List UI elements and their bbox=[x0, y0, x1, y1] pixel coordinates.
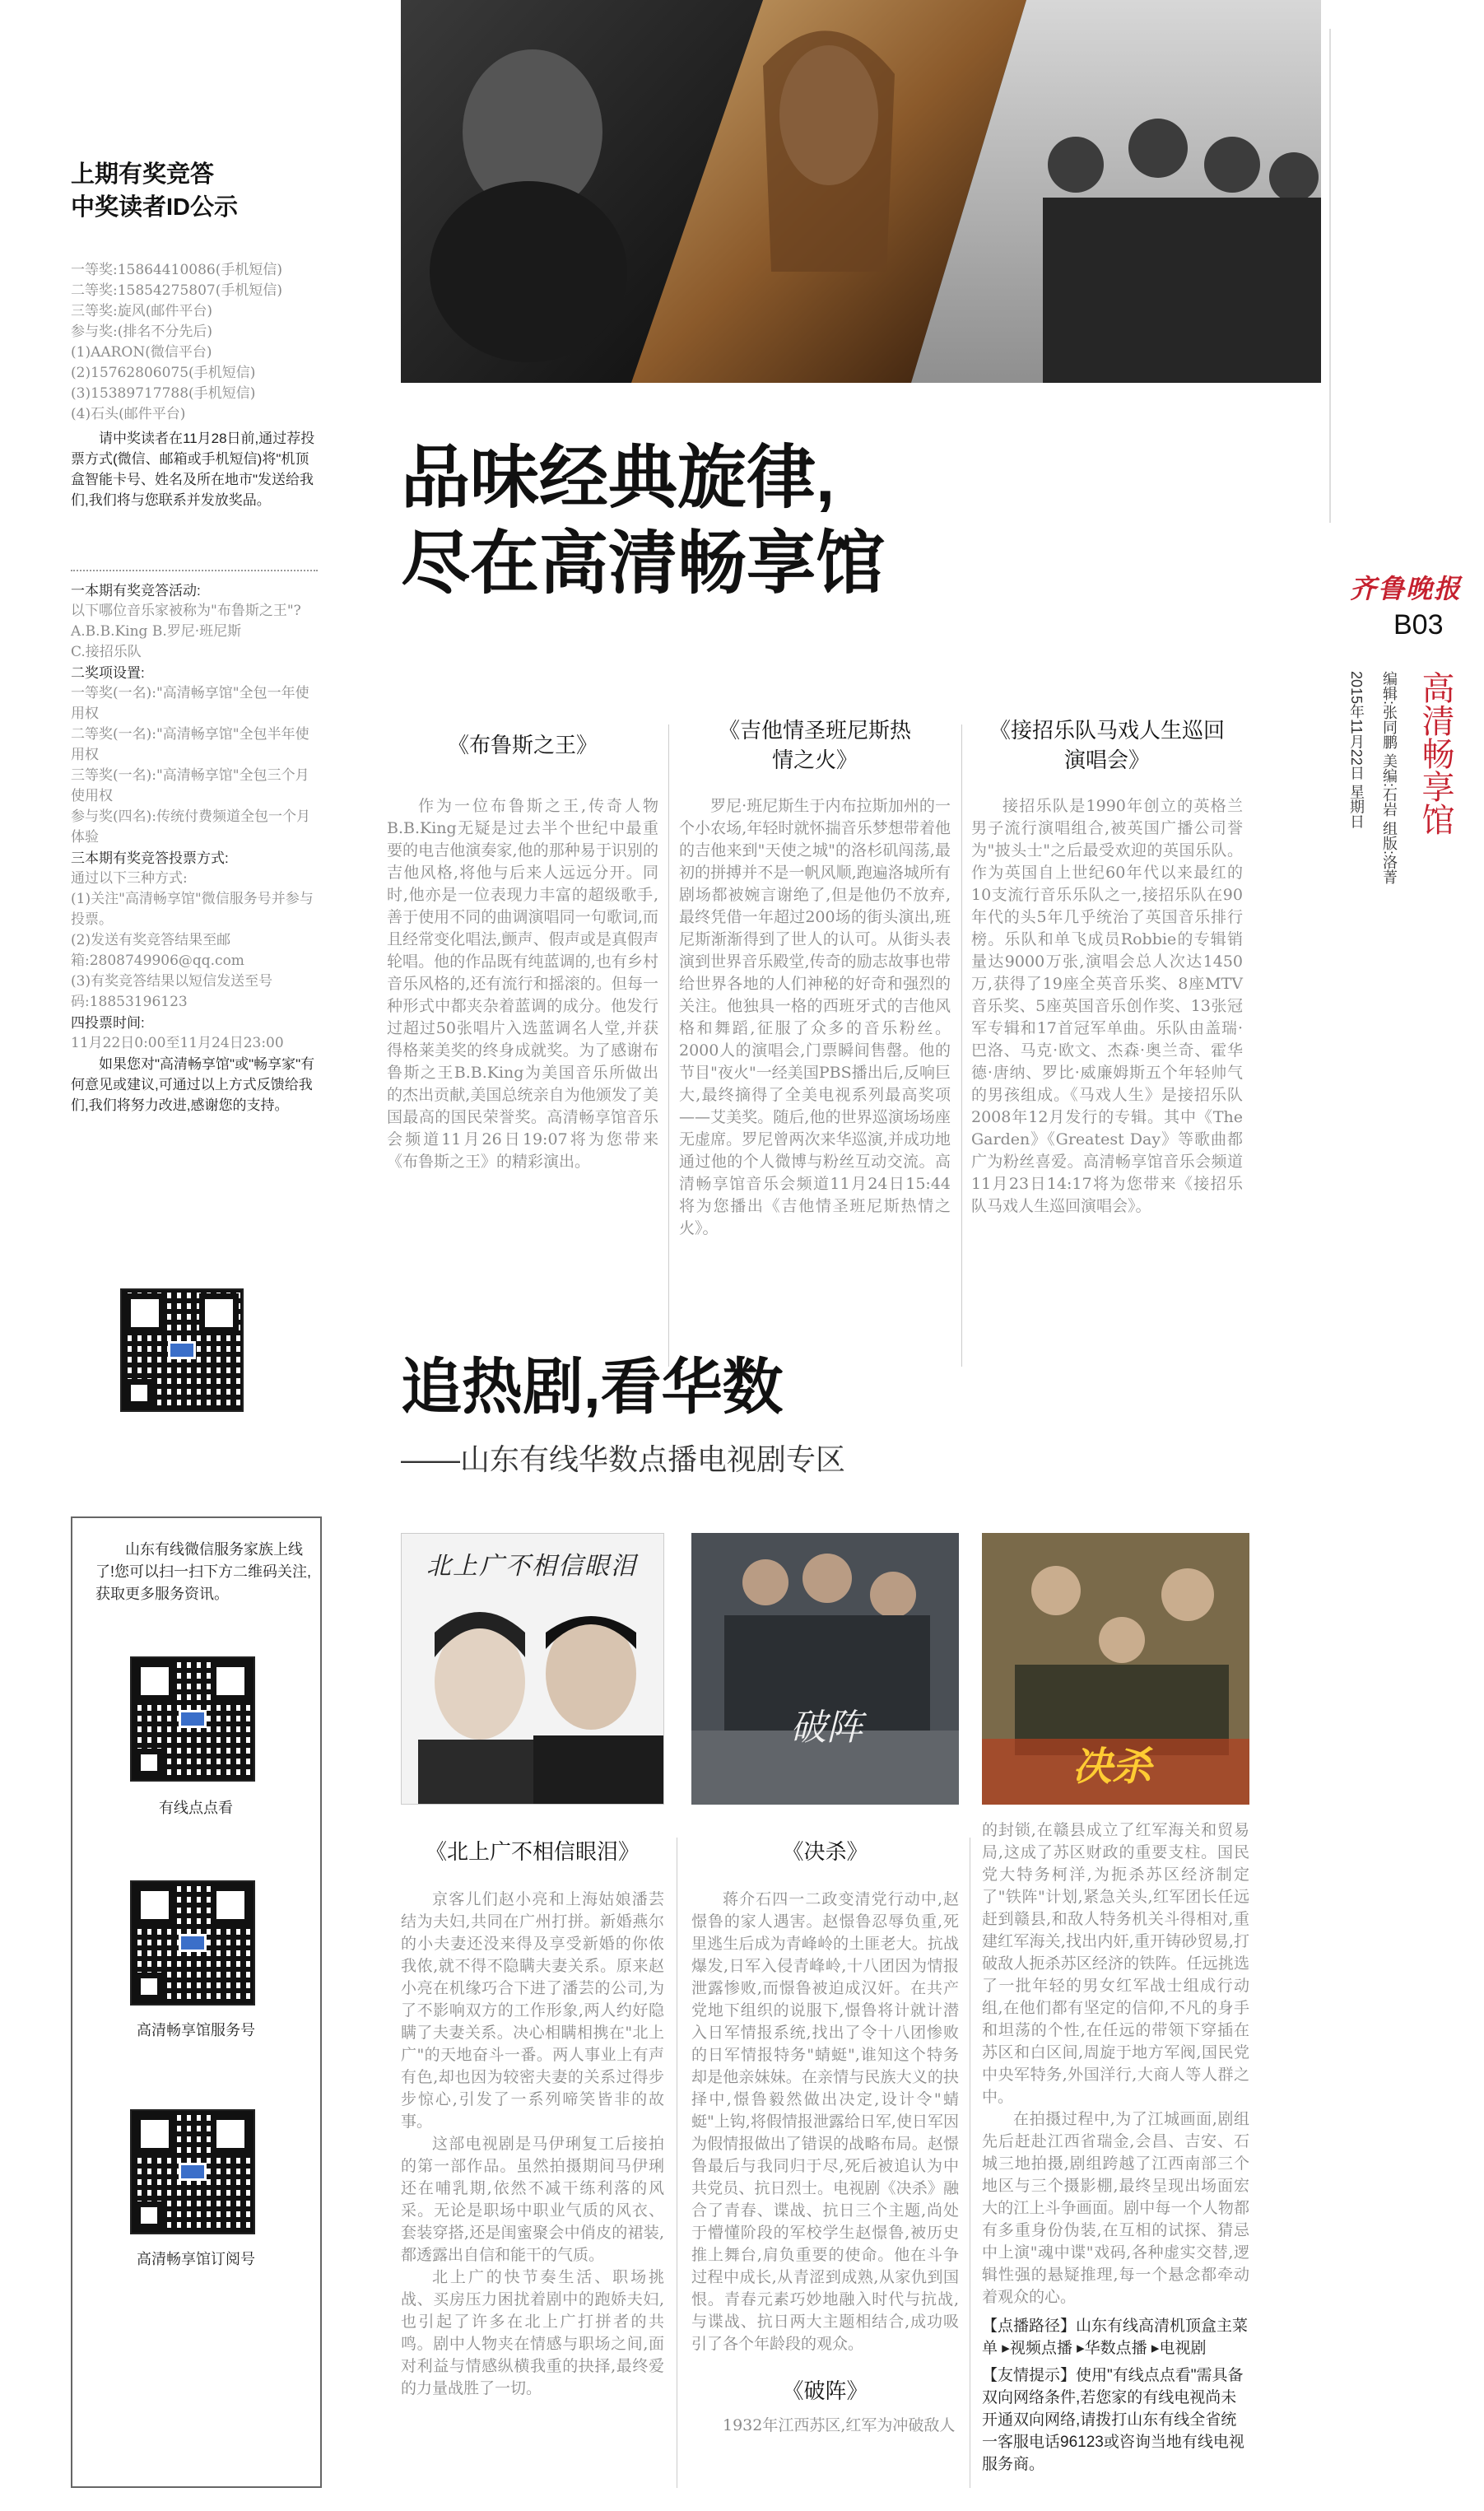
winner-item: 参与奖:(排名不分先后) bbox=[71, 324, 212, 340]
viewing-path-label: 【点播路径】 bbox=[982, 2318, 1077, 2335]
music-article-2 bbox=[679, 716, 951, 1240]
vote-line: (1)关注"高清畅享馆"微信服务号并参与投票。 bbox=[71, 891, 314, 928]
viewing-path-text: 山东有线高清机顶盒主菜单 ▸视频点播 ▸华数点播 ▸电视剧 bbox=[982, 2318, 1249, 2357]
qr-label: 高清畅享馆订阅号 bbox=[137, 2251, 255, 2267]
poster-title: 决杀 bbox=[1072, 1744, 1152, 1790]
time-title: 四投票时间: bbox=[71, 1015, 145, 1031]
article-body: 北上广的快节奏生活、职场挑战、买房压力困扰着剧中的跑娇夫妇,也引起了许多在北上广打拼者的共鸣。剧中人物夹在情感与职场之间,面对利益与情感纵横我重的抉择,最终爱的力量战胜了一切。 bbox=[401, 2268, 664, 2397]
article-body: 在拍摄过程中,为了江城画面,剧组先后赶赴江西省瑞金,会昌、吉安、石城三地拍摄,剧组跨越了江西南部三个地区与三个摄影棚,最终呈现出场面宏大的江上斗争画面。剧中每一个人物都有多重身份伪装,在互相的试探、猜忌中上演"魂中谍"戏码,各种虚实交替,逻辑性强的悬疑推理,每一个悬念都牵动着观众的心。 bbox=[982, 2110, 1249, 2306]
column-rule bbox=[961, 724, 962, 1367]
editors-credit: 编辑:张同鹏 美编:石岩 组版:洛菁 bbox=[1381, 671, 1398, 885]
winner-item: (3)15389717788(手机短信) bbox=[71, 385, 256, 402]
qr-label: 有线点点看 bbox=[159, 1800, 233, 1816]
sidebar-heading-line1: 上期有奖竞答 bbox=[71, 161, 215, 188]
time-line: 11月22日0:00至11月24日23:00 bbox=[71, 1035, 284, 1051]
friendly-tip-label: 【友情提示】 bbox=[982, 2367, 1077, 2384]
article-title: 《决杀》 bbox=[782, 1840, 868, 1865]
article-title: 《接招乐队马戏人生巡回演唱会》 bbox=[989, 719, 1225, 773]
winner-list bbox=[71, 260, 318, 425]
qr-label: 高清畅享馆服务号 bbox=[137, 2022, 255, 2038]
drama-article-col2 bbox=[691, 1838, 959, 2437]
masthead-rule bbox=[1329, 29, 1331, 523]
winner-item: 二等奖:15854275807(手机短信) bbox=[71, 282, 282, 299]
article-title: 《吉他情圣班尼斯热情之火》 bbox=[718, 719, 911, 773]
winner-item: 一等奖:15864410086(手机短信) bbox=[71, 262, 282, 278]
sidebar-divider bbox=[71, 570, 318, 571]
sidebar bbox=[71, 0, 324, 2511]
article-body: 京客儿们赵小亮和上海姑娘潘芸结为夫妇,共同在广州打拼。新婚燕尔的小夫妻还没来得及享受新婚的你侬我侬,就不得不隐瞒夫妻关系。原来赵小亮在机缘巧合下进了潘芸的公司,为了不影响双方的工作形象,两人约好隐瞒了夫妻关系。决心相瞒相携在"北上广"的天地奋斗一番。两人事业上有声有色,却也因为较密夫妻的关系过得步步惊心,引发了一系列啼笑皆非的故事。 bbox=[401, 1890, 664, 2131]
drama-headline: 追热剧,看华数 bbox=[401, 1353, 784, 1421]
drama-article-col3 bbox=[982, 1819, 1249, 2476]
music-headline bbox=[401, 435, 1306, 606]
article-title: 《北上广不相信眼泪》 bbox=[425, 1840, 640, 1865]
poster-title: 北上广不相信眼泪 bbox=[426, 1552, 637, 1581]
vote-line: (3)有奖竞答结果以短信发送至号码:18853196123 bbox=[71, 973, 273, 1010]
vote-title: 三本期有奖竞答投票方式: bbox=[71, 850, 229, 866]
winner-notice: 请中奖读者在11月28日前,通过荐投票方式(微信、邮箱或手机短信)将"机顶盒智能卡号、姓名及所在地市"发送给我们,我们将与您联系并发放奖品。 bbox=[71, 431, 315, 508]
article-body: 的封锁,在赣县成立了红军海关和贸易局,这成了苏区财政的重要支柱。国民党大特务柯洋,为扼杀苏区经济制定了"铁阵"计划,紧急关头,红军团长任远赶到赣县,和敌人特务机关斗得相对,重建红军海关,找出内奸,重开铸砂贸易,打破敌人扼杀苏区经济的铁阵。任远挑选了一批年轻的男女红军战士组成行动组,在他们都有坚定的信仰,不凡的身手和坦荡的个性,在任远的带领下穿插在苏区和白区间,周旋于地方军阀,国民党中央军特务,外国洋行,大商人等人群之中。 bbox=[982, 1821, 1249, 2106]
qr-code-icon[interactable] bbox=[130, 2109, 255, 2234]
article-body: 这部电视剧是马伊琍复工后接拍的第一部作品。虽然拍摄期间马伊琍还在哺乳期,依然不减干练利落的风采。无论是职场中职业气质的风衣、套装穿搭,还是闺蜜聚会中俏皮的裙装,都透露出自信和能干的气质。 bbox=[401, 2135, 664, 2264]
article-title: 《布鲁斯之王》 bbox=[447, 734, 598, 758]
music-headline-line1: 品味经典旋律, bbox=[401, 439, 835, 516]
qr-code-icon[interactable] bbox=[120, 1288, 244, 1412]
winner-item: (1)AARON(微信平台) bbox=[71, 344, 212, 361]
music-headline-line2: 尽在高清畅享馆 bbox=[401, 524, 886, 602]
drama-poster-3[interactable] bbox=[982, 1533, 1249, 1805]
article-body: 接招乐队是1990年创立的英格兰男子流行演唱组合,被英国广播公司誉为"披头士"之后最受欢迎的英国乐队。作为英国自上世纪60年代以来最红的10支流行音乐乐队之一,接招乐队在90年代的头5年几乎统治了英国音乐排行榜。乐队和单飞成员Robbie的专辑销量达9000万张,演唱会总人次达1450万,获得了19座全英音乐奖、8座MTV音乐奖、5座英国音乐创作奖、13张冠军专辑和17首冠军单曲。乐队由盖瑞·巴洛、马克·欧文、杰森·奥兰奇、霍华德·唐纳、罗比·威廉姆斯五个年轻帅气的男孩组成。《马戏人生》是接招乐队2008年12月发行的专辑。其中《The Garden》《Greatest Day》等歌曲都广为粉丝喜爱。高清畅享馆音乐会频道11月23日14:17将为您带来《接招乐队马戏人生巡回演唱会》。 bbox=[971, 797, 1243, 1215]
paper-name: 齐鲁晚报 bbox=[1350, 573, 1463, 604]
vote-line: (2)发送有奖竞答结果至邮箱:2808749906@qq.com bbox=[71, 932, 244, 969]
poster-image bbox=[402, 1583, 664, 1805]
photo-collage-image bbox=[401, 0, 1321, 383]
prize-line: 二等奖(一名):"高清畅享馆"全包半年使用权 bbox=[71, 726, 309, 763]
wechat-box-text: 山东有线微信服务家族上线了!您可以扫一扫下方二维码关注,获取更多服务资讯。 bbox=[95, 1541, 312, 1602]
sidebar-heading-line2: 中奖读者ID公示 bbox=[71, 194, 239, 221]
winner-item: (2)15762806075(手机短信) bbox=[71, 365, 256, 381]
music-article-3 bbox=[971, 716, 1243, 1218]
drama-poster-2[interactable] bbox=[691, 1533, 959, 1805]
winner-item: 三等奖:旋风(邮件平台) bbox=[71, 303, 212, 319]
wechat-box bbox=[71, 1516, 322, 2488]
section-title: 高清畅享馆 bbox=[1417, 671, 1454, 836]
prize-line: 三等奖(一名):"高清畅享馆"全包三个月使用权 bbox=[71, 767, 309, 804]
qr-code-icon[interactable] bbox=[130, 1880, 255, 2006]
music-photo-collage bbox=[401, 0, 1321, 383]
column-rule bbox=[668, 724, 669, 1367]
poster-title: 破阵 bbox=[790, 1707, 863, 1749]
prize-line: 参与奖(四名):传统付费频道全包一个月体验 bbox=[71, 808, 310, 846]
music-article-1 bbox=[387, 716, 658, 1173]
quiz-title: 一本期有奖竞答活动: bbox=[71, 583, 201, 599]
feedback-text: 如果您对"高清畅享馆"或"畅享家"有何意见或建议,可通过以上方式反馈给我们,我们将努力改进,感谢您的支持。 bbox=[71, 1056, 315, 1113]
winner-item: (4)石头(邮件平台) bbox=[71, 406, 186, 422]
page-number: B03 bbox=[1393, 609, 1444, 641]
quiz-line: A.B.B.King B.罗尼·班尼斯 bbox=[71, 623, 242, 640]
poster-image bbox=[691, 1533, 959, 1805]
drama-subheadline: ——山东有线华数点播电视剧专区 bbox=[401, 1442, 846, 1476]
drama-article-col1 bbox=[401, 1838, 664, 2400]
article-title: 《破阵》 bbox=[782, 2379, 868, 2404]
friendly-tip bbox=[982, 2364, 1249, 2476]
quiz-line: C.接招乐队 bbox=[71, 644, 142, 660]
issue-date: 2015年11月22日 星期日 bbox=[1348, 671, 1365, 829]
prize-title: 二奖项设置: bbox=[71, 665, 145, 681]
qr-code-icon[interactable] bbox=[130, 1656, 255, 1782]
article-body: 罗尼·班尼斯生于内布拉斯加州的一个小农场,年轻时就怀揣音乐梦想带着他的吉他来到"天使之城"的洛杉矶闯荡,最初的拼搏并不是一帆风顺,跑遍洛城所有剧场都被婉言谢绝了,但是他仍不放弃,最终凭借一年超过200场的街头演出,班尼斯渐渐得到了世人的认可。从街头表演到世界音乐殿堂,传奇的励志故事也带给世界各地的人们神秘的好奇和强烈的关注。他独具一格的西班牙式的吉他风格和舞蹈,征服了众多的音乐粉丝。2000人的演唱会,门票瞬间售罄。他的节目"夜火"一经美国PBS播出后,反响巨大,最终摘得了全美电视系列最高奖项——艾美奖。随后,他的世界巡演场场座无虚席。罗尼曾两次来华巡演,并成功地通过他的个人微博与粉丝互动交流。高清畅享馆音乐会频道11月24日15:44将为您播出《吉他情圣班尼斯热情之火》。 bbox=[679, 797, 951, 1237]
article-body: 蒋介石四一二政变清党行动中,赵憬鲁的家人遇害。赵憬鲁忍辱负重,死里逃生后成为青峰岭的土匪老大。抗战爆发,日军入侵青峰岭,十八团因为情报泄露惨败,而憬鲁被迫成汉奸。在共产党地下组织的说服下,憬鲁将计就计潜入日军情报系统,找出了令十八团惨败的日军情报特务"蜻蜓",谁知这个特务却是他亲妹妹。在亲情与民族大义的抉择中,憬鲁毅然做出决定,设计令"蜻蜓"上钩,将假情报泄露给日军,使日军因为假情报做出了错误的战略布局。赵憬鲁最后与我同归于尽,死后被追认为中共党员、抗日烈士。电视剧《决杀》融合了青春、谍战、抗日三个主题,尚处于懵懂阶段的军校学生赵憬鲁,被历史推上舞台,肩负重要的使命。他在斗争过程中成长,从青涩到成熟,从家仇到国恨。青春元素巧妙地融入时代与抗战,与谍战、抗日两大主题相结合,成功吸引了各个年龄段的观众。 bbox=[691, 1890, 959, 2353]
prize-line: 一等奖(一名):"高清畅享馆"全包一年使用权 bbox=[71, 685, 309, 722]
quiz-section bbox=[71, 580, 318, 1116]
article-body: 作为一位布鲁斯之王,传奇人物B.B.King无疑是过去半个世纪中最重要的电吉他演奏家,他的那种易于识别的吉他风格,将他与后来人远远分开。同时,他亦是一位表现力丰富的超级歌手,善于使用不同的曲调演唱同一句歌词,而且经常变化唱法,颤声、假声或是真假声轮唱。他的作品既有纯蓝调的,也有乡村音乐风格的,还有流行和摇滚的。但每一种形式中都夹杂着蓝调的成分。他发行过超过50张唱片入选蓝调名人堂,并获得格莱美奖的终身成就奖。为了感谢布鲁斯之王B.B.King为美国音乐所做出的杰出贡献,美国总统亲自为他颁发了美国最高的国民荣誉奖。高清畅享馆音乐会频道11月26日19:07将为您带来《布鲁斯之王》的精彩演出。 bbox=[387, 797, 658, 1171]
viewing-path bbox=[982, 2315, 1249, 2360]
article-body: 1932年江西苏区,红军为冲破敌人 bbox=[723, 2416, 956, 2434]
sidebar-heading bbox=[71, 158, 318, 224]
vote-line: 通过以下三种方式: bbox=[71, 870, 188, 887]
quiz-line: 以下哪位音乐家被称为"布鲁斯之王"? bbox=[71, 603, 301, 619]
friendly-tip-text: 使用"有线点点看"需具备双向网络条件,若您家的有线电视尚未开通双向网络,请拨打山东有线全省统一客服电话96123或咨询当地有线电视服务商。 bbox=[982, 2367, 1244, 2473]
drama-poster-1[interactable] bbox=[401, 1533, 664, 1805]
masthead bbox=[1329, 0, 1484, 988]
